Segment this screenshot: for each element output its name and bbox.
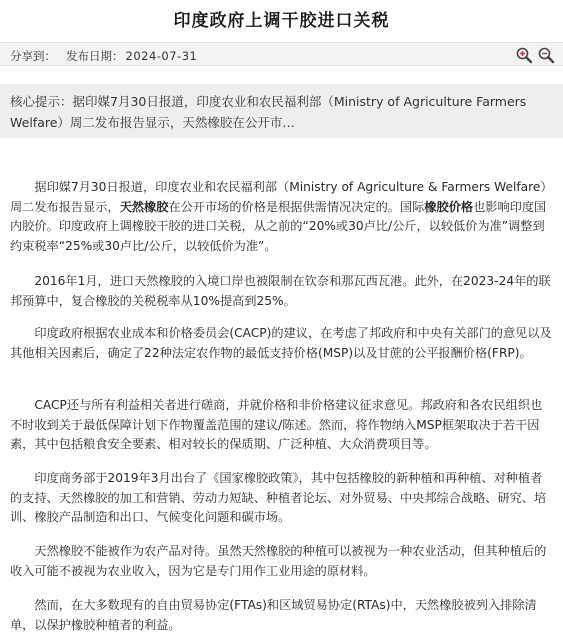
paragraph-5: 印度商务部于2019年3月出台了《国家橡胶政策》，其中包括橡胶的新种植和再种植、对种植者的支持、天然橡胶的加工和营销、劳动力短缺、种植者论坛、对外贸易、中央邦综合战略、研究、培训、橡胶产品制造和出口、气候变化问题和碳市场。	[10, 471, 547, 524]
date-label: 发布日期：	[66, 49, 124, 63]
paragraph-4: CACP还与所有利益相关者进行磋商，并就价格和非价格建议征求意见。邦政府和各农民组织也不时收到关于最低保障计划下作物覆盖范围的建议/陈述。然而，将作物纳入MSP框架取决于若干因素，其中包括粮食安全要素、相对较长的保质期、广泛种植、大众消费项目等。	[10, 398, 543, 451]
summary-box: 核心提示：据印媒7月30日报道，印度农业和农民福利部（Ministry of Agriculture Farmers Welfare）周二发布报告显示，天然橡胶在公开市…	[0, 84, 563, 138]
meta-bar	[0, 42, 563, 66]
paragraph-1-text-mid: 在公开市场的价格是根据供需情况决定的。国际	[168, 199, 425, 214]
zoom-out-icon[interactable]	[537, 46, 555, 64]
paragraph-1	[0, 178, 563, 256]
share-label[interactable]: 分享到：	[10, 49, 56, 63]
keyword-link[interactable]: 天然橡胶	[119, 199, 169, 214]
zoom-in-icon[interactable]	[515, 46, 533, 64]
paragraph-1-text-post: 也影响印度国内胶价。印度政府上调橡胶干胶的进口关税，从之前的“20%或30卢比/公斤，以较低价为准”调整到约束税率“25%或30卢比/公斤，以较低价为准”。	[10, 199, 547, 253]
page-title: 印度政府上调干胶进口关税	[173, 11, 390, 31]
date-value: 2024-07-31	[125, 49, 198, 63]
paragraph-6: 天然橡胶不能被作为农产品对待。虽然天然橡胶的种植可以被视为一种农业活动，但其种植后的收入可能不被视为农业收入，因为它是专门用作工业用途的原材料。	[10, 544, 547, 578]
paragraph-7: 然而，在大多数现有的自由贸易协定(FTAs)和区域贸易协定(RTAs)中，天然橡胶被列入排除清单，以保护橡胶种植者的利益。	[10, 598, 537, 632]
keyword-link[interactable]: 橡胶价格	[424, 199, 474, 214]
paragraph-3: 印度政府根据农业成本和价格委员会(CACP)的建议，在考虑了邦政府和中央有关部门的意见以及其他相关因素后，确定了22种法定农作物的最低支持价格(MSP)以及甘蔗的公平报酬价格(FRP)。	[10, 326, 552, 360]
publish-date	[66, 48, 197, 64]
paragraph-2: 2016年1月，进口天然橡胶的入境口岸也被限制在钦奈和那瓦西瓦港。此外，在2023-24年的联邦预算中，复合橡胶的关税税率从10%提高到25%。	[10, 274, 551, 308]
paragraph-1-text: 据印媒7月30日报道，印度农业和农民福利部（Ministry of Agriculture & Farmers Welfare）周二发布报告显示，	[10, 180, 553, 214]
